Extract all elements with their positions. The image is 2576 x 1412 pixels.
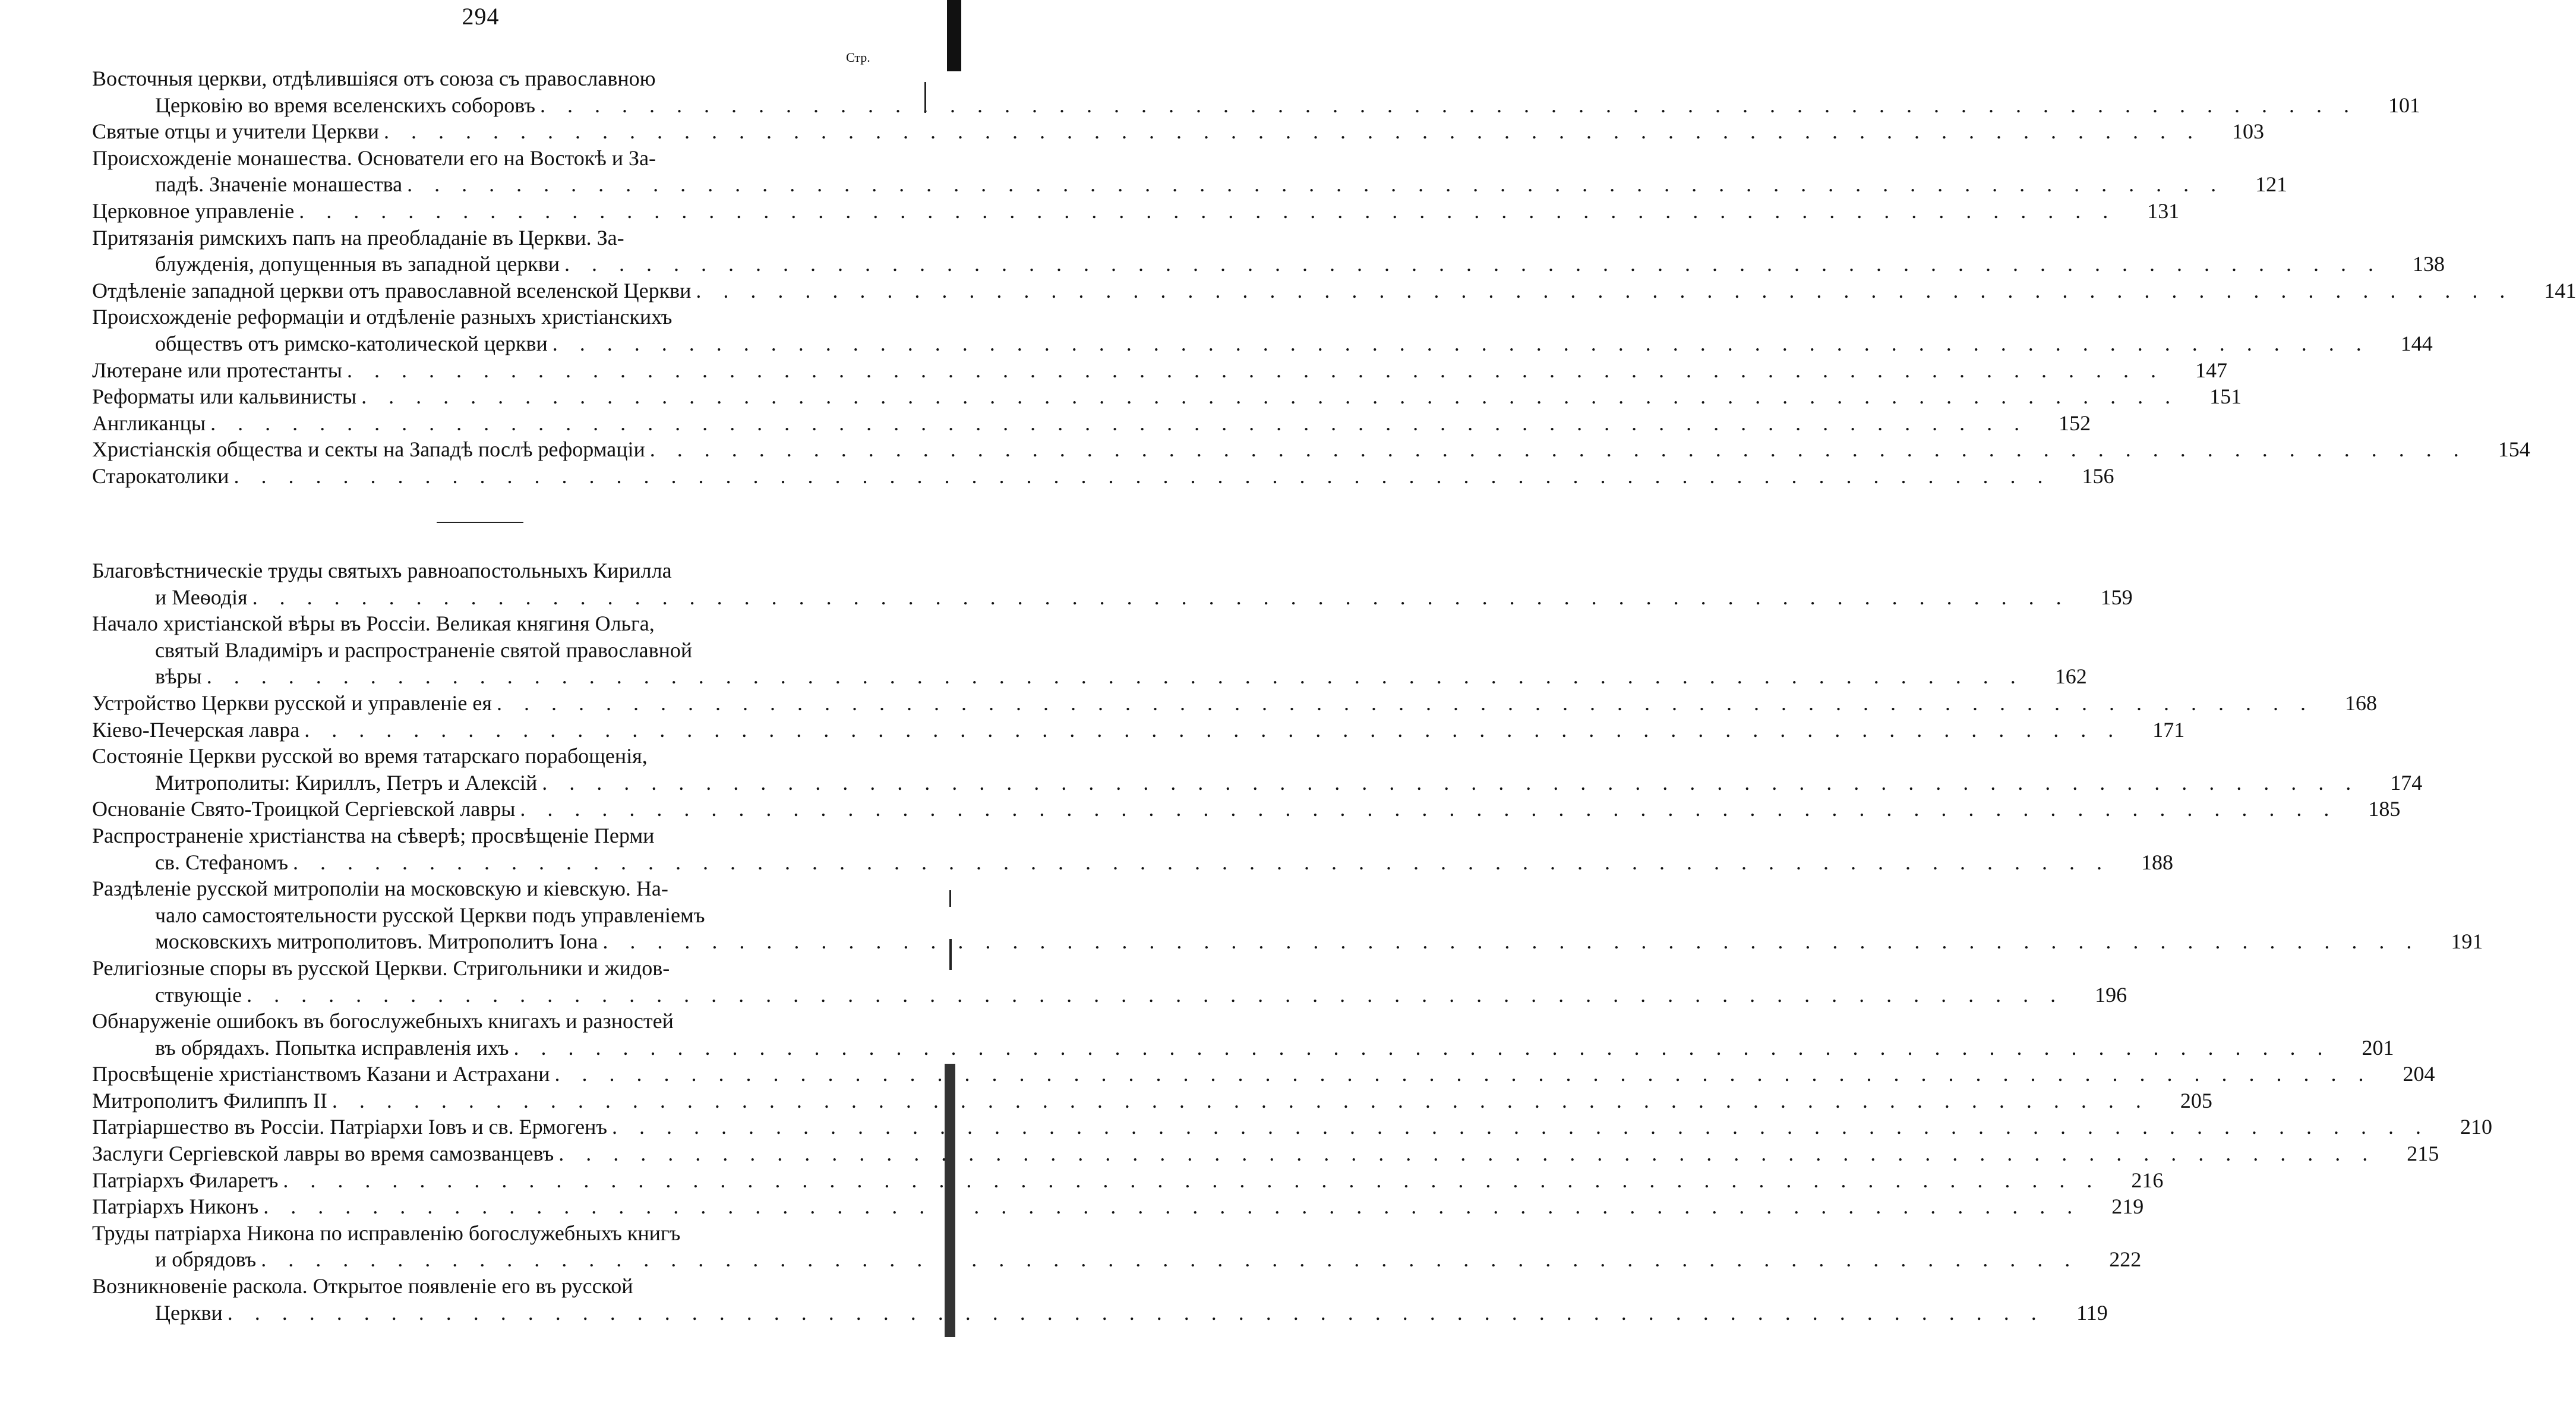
toc-page-number: 222: [2109, 1247, 2142, 1272]
toc-page-number: 151: [2209, 384, 2242, 409]
toc-entry-title: Митрополиты: Кириллъ, Петръ и Алексій: [155, 770, 538, 795]
dot-leader: [278, 1167, 2100, 1194]
toc-page-number: 152: [2059, 411, 2091, 435]
dot-leader: [256, 1246, 2078, 1273]
toc-page-number: 156: [2082, 464, 2114, 488]
toc-entry-title: святый Владиміръ и распространеніе святой православной: [155, 638, 693, 662]
dot-leader: [691, 278, 2513, 304]
dot-leader: [509, 1035, 2331, 1061]
toc-page-number: 144: [2400, 331, 2433, 355]
toc-entry: [92, 198, 2180, 225]
toc-entry-title: и обрядовъ: [155, 1247, 257, 1272]
page-column-marker: Стр.: [846, 50, 870, 65]
toc-entry: [92, 278, 2576, 304]
toc-page-number: 147: [2195, 358, 2227, 382]
toc-page-number: 168: [2344, 691, 2377, 715]
toc-entry: [92, 557, 2133, 610]
toc-entry-title: Отдѣленіе западной церкви отъ православной вселенской Церкви: [92, 278, 692, 302]
scan-edge-mark: [924, 82, 926, 113]
dot-leader: [560, 251, 2382, 278]
toc-entry-last-line: [92, 330, 2433, 357]
toc-entry-last-line: [92, 1114, 2493, 1140]
toc-entry-title: Происхожденіе реформаціи и отдѣленіе разныхъ христіанскихъ: [92, 305, 673, 329]
toc-page-number: 205: [2180, 1088, 2212, 1112]
toc-entry: [92, 65, 2420, 118]
toc-entry-title: Реформаты или кальвинисты: [92, 384, 357, 409]
dot-leader: [342, 357, 2164, 384]
toc-entry-last-line: [92, 1246, 2142, 1273]
toc-section-1: [92, 65, 2576, 490]
toc-entry: [92, 304, 2433, 357]
toc-entry-title: Церкви: [155, 1300, 223, 1325]
toc-page-number: 131: [2147, 198, 2180, 223]
toc-entry-title: въ обрядахъ. Попытка исправленія ихъ: [155, 1035, 509, 1060]
toc-entry-last-line: [92, 198, 2180, 225]
dot-leader: [258, 1193, 2081, 1220]
toc-entry-title: Патріаршество въ Россіи. Патріархи Іовъ и св. Ермогенъ: [92, 1115, 608, 1139]
toc-entry-title: Восточныя церкви, отдѣлившіяся отъ союза съ православною: [92, 67, 656, 90]
toc-page-number: 185: [2368, 797, 2401, 821]
toc-entry-title: Происхожденіе монашества. Основатели его на Востокѣ и За-: [92, 146, 656, 170]
toc-entry-title: Митрополитъ Филиппъ II: [92, 1088, 327, 1112]
toc-entry: [92, 1008, 2394, 1061]
toc-entry-title: Патріархъ Филаретъ: [92, 1168, 279, 1192]
toc-entry: [92, 1273, 2108, 1326]
toc-entry: [92, 1061, 2435, 1088]
toc-entry-title: Религіозные споры въ русской Церкви. Стригольники и жидов-: [92, 956, 670, 980]
toc-entry-last-line: [92, 92, 2420, 119]
toc-entry: [92, 610, 2087, 690]
toc-entry-title: Труды патріарха Никона по исправленію богослужебныхъ книгъ: [92, 1221, 681, 1245]
toc-entry-title: московскихъ митрополитовъ. Митрополитъ Іона: [155, 929, 598, 954]
toc-entry: [92, 410, 2091, 437]
dot-leader: [402, 171, 2224, 198]
toc-entry: [92, 118, 2265, 145]
dot-leader: [492, 690, 2314, 717]
toc-entry: [92, 796, 2401, 822]
toc-entry-title: Возникновеніе раскола. Открытое появленіе его въ русской: [92, 1274, 633, 1298]
toc-entry-last-line: [92, 410, 2091, 437]
toc-entry-last-line: [92, 1088, 2212, 1114]
dot-leader: [535, 92, 2357, 119]
toc-page-number: 174: [2390, 770, 2423, 795]
toc-page-number: 171: [2152, 717, 2185, 742]
toc-entry-last-line: [92, 251, 2445, 278]
toc-entry-title: Начало христіанской вѣры въ Россіи. Великая княгиня Ольга,: [92, 612, 655, 636]
toc-entry-title: Заслуги Сергіевской лавры во время самозванцевъ: [92, 1142, 554, 1166]
dot-leader: [294, 198, 2116, 225]
toc-page-number: 215: [2407, 1142, 2439, 1166]
toc-entry: [92, 383, 2242, 410]
toc-page-number: 191: [2451, 929, 2483, 954]
toc-entry: [92, 822, 2173, 875]
toc-entry: [92, 145, 2288, 198]
toc-entry: [92, 743, 2423, 796]
toc-entry: [92, 357, 2227, 384]
toc-entry-last-line: [92, 436, 2530, 463]
toc-entry-title: Распространеніе христіанства на сѣверѣ; просвѣщеніе Перми: [92, 823, 655, 847]
toc-entry-title: Обнаруженіе ошибокъ въ богослужебныхъ книгахъ и разностей: [92, 1009, 674, 1033]
toc-entry-title: Англиканцы: [92, 411, 206, 435]
toc-page-number: 219: [2111, 1194, 2144, 1219]
toc-entry-last-line: [92, 1300, 2108, 1326]
dot-leader: [515, 796, 2337, 822]
toc-entry-title: Церковное управленіе: [92, 198, 295, 223]
toc-entry-title: Основаніе Свято-Троицкой Сергіевской лавры: [92, 797, 516, 821]
page-number: 294: [462, 3, 500, 30]
toc-page-number: 154: [2498, 437, 2530, 462]
toc-entry-title: Патріархъ Никонъ: [92, 1194, 259, 1219]
dot-leader: [202, 663, 2024, 690]
toc-entry-last-line: [92, 584, 2133, 611]
toc-entry-last-line: [92, 1167, 2164, 1194]
toc-entry-title: вѣры: [155, 664, 202, 689]
toc-entry: [92, 690, 2377, 717]
scan-edge-artifact: [945, 1064, 955, 1337]
toc-entry-last-line: [92, 1061, 2435, 1088]
toc-entry: [92, 1167, 2164, 1194]
toc-entry-title: ствующіе: [155, 982, 242, 1007]
toc-entry-title: Притязанія римскихъ папъ на преобладаніе въ Церкви. За-: [92, 225, 624, 250]
dot-leader: [299, 717, 2122, 743]
dot-leader: [248, 584, 2070, 611]
toc-page-number: 216: [2131, 1168, 2164, 1192]
toc-entry-last-line: [92, 357, 2227, 384]
scan-edge-artifact: [947, 0, 961, 71]
toc-page-number: 119: [2076, 1300, 2108, 1325]
dot-leader: [379, 118, 2201, 145]
dot-leader: [598, 928, 2420, 955]
toc-entry-title: Устройство Церкви русской и управленіе ея: [92, 691, 492, 715]
toc-entry: [92, 955, 2127, 1008]
dot-leader: [223, 1300, 2045, 1326]
scan-edge-mark: [949, 939, 952, 970]
toc-entry: [92, 463, 2114, 490]
toc-entry-title: падѣ. Значеніе монашества: [155, 172, 403, 197]
toc-entry-title: Кіево-Печерская лавра: [92, 717, 300, 742]
toc-page-number: 201: [2362, 1035, 2394, 1060]
toc-page-number: 121: [2255, 172, 2288, 197]
toc-entry: [92, 1140, 2439, 1167]
dot-leader: [356, 383, 2179, 410]
toc-entry-last-line: [92, 663, 2087, 690]
dot-leader: [229, 463, 2051, 490]
toc-section-2: [92, 557, 2493, 1326]
toc-page-number: 204: [2403, 1062, 2435, 1086]
toc-entry-last-line: [92, 1140, 2439, 1167]
scan-edge-mark: [949, 890, 951, 907]
toc-entry-title: Просвѣщеніе христіанствомъ Казани и Астрахани: [92, 1062, 550, 1086]
toc-page-number: 159: [2100, 585, 2133, 609]
toc-page-number: 138: [2413, 252, 2445, 276]
toc-entry-title: св. Стефаномъ: [155, 850, 288, 874]
toc-entry-title: Благовѣстническіе труды святыхъ равноапостольныхъ Кирилла: [92, 559, 672, 582]
toc-entry: [92, 225, 2445, 278]
toc-entry-title: Церковію во время вселенскихъ соборовъ: [155, 93, 535, 117]
toc-entry-last-line: [92, 796, 2401, 822]
toc-entry-last-line: [92, 849, 2173, 876]
toc-page-number: 103: [2232, 119, 2265, 144]
toc-page-number: 210: [2460, 1115, 2493, 1139]
dot-leader: [537, 770, 2359, 796]
toc-entry-title: Святые отцы и учители Церкви: [92, 119, 380, 144]
dot-leader: [645, 436, 2467, 463]
dot-leader: [242, 982, 2064, 1008]
dot-leader: [288, 849, 2110, 876]
toc-page-number: 101: [2388, 93, 2420, 117]
toc-entry-title: Христіанскія общества и секты на Западѣ послѣ реформаціи: [92, 437, 645, 462]
toc-entry-last-line: [92, 717, 2185, 743]
toc-entry-title: Старокатолики: [92, 464, 229, 488]
toc-entry-title: обществъ отъ римско-католической церкви: [155, 331, 548, 355]
toc-entry-last-line: [92, 928, 2483, 955]
toc-entry-title: Лютеране или протестанты: [92, 358, 342, 382]
toc-entry-last-line: [92, 690, 2377, 717]
toc-entry: [92, 1114, 2493, 1140]
toc-entry-title: блужденія, допущенныя въ западной церкви: [155, 252, 560, 276]
toc-entry-title: Состояніе Церкви русской во время татарскаго порабощенія,: [92, 744, 648, 768]
toc-entry-last-line: [92, 1193, 2144, 1220]
toc-entry-last-line: [92, 770, 2423, 796]
toc-page-number: 196: [2095, 982, 2127, 1007]
section-divider: [437, 522, 523, 523]
toc-page-number: 188: [2141, 850, 2173, 874]
toc-entry: [92, 1220, 2142, 1273]
toc-entry-last-line: [92, 278, 2576, 304]
toc-entry: [92, 1088, 2212, 1114]
dot-leader: [550, 1061, 2372, 1088]
toc-page-number: 141: [2544, 278, 2576, 302]
toc-entry-last-line: [92, 463, 2114, 490]
toc-entry-title: и Меѳодія: [155, 585, 248, 609]
toc-entry-title: Раздѣленіе русской митрополіи на московскую и кіевскую. На-: [92, 877, 668, 901]
toc-entry-last-line: [92, 171, 2288, 198]
toc-entry-last-line: [92, 1035, 2394, 1061]
toc-entry-last-line: [92, 982, 2127, 1008]
toc-page-number: 162: [2054, 664, 2087, 689]
toc-entry-last-line: [92, 383, 2242, 410]
toc-entry-title: чало самостоятельности русской Церкви подъ управленіемъ: [155, 903, 705, 927]
dot-leader: [327, 1088, 2149, 1114]
dot-leader: [206, 410, 2028, 437]
toc-entry-last-line: [92, 118, 2265, 145]
toc-entry: [92, 717, 2185, 743]
toc-entry: [92, 1193, 2144, 1220]
dot-leader: [554, 1140, 2376, 1167]
dot-leader: [548, 330, 2370, 357]
toc-entry: [92, 875, 2483, 955]
dot-leader: [607, 1114, 2429, 1140]
toc-entry: [92, 436, 2530, 463]
